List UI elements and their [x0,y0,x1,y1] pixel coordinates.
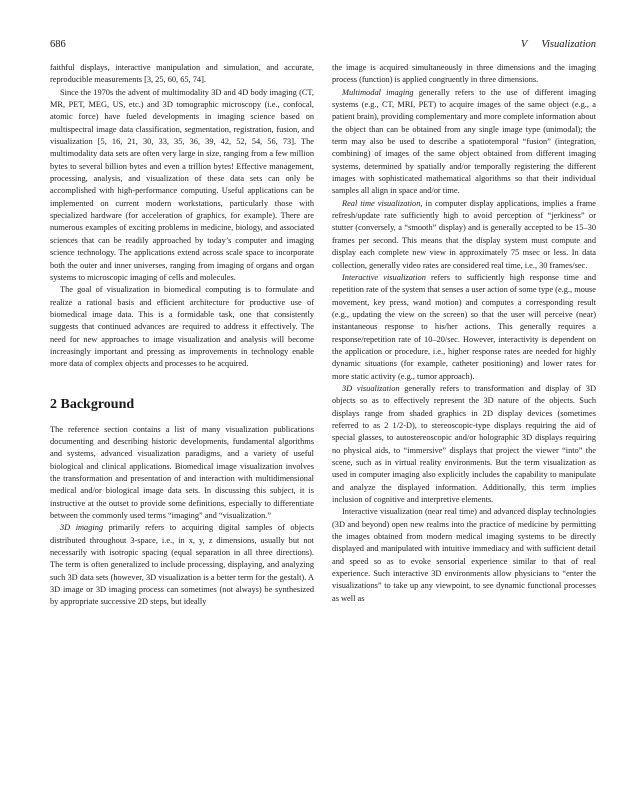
paragraph: The goal of visualization in biomedical computing is to formulate and realize a rational basis and efficient architecture for productive use of biomedical image data. This is a formidable task, one that consistently suggests that continued advances are required to address it effectively. The need for new approaches to image visualization and analysis will become increasingly important and pressing as improvements in technology enable more data of complex objects and processes to be acquired. [50,285,314,369]
running-head [50,38,596,52]
section-number: 2 [50,396,57,412]
paragraph: The reference section contains a list of many visualization publications documenting and describing historic developments, fundamental algorithms and systems, advanced visualization paradigms, and a variety of useful biological and clinical applications. Biomedical image visualization involves the transformation and presentation of and interaction with multidimensional medical and/or biological image data sets. In discussing this subject, it is instructive at the outset to provide some definitions, especially to differentiate between the commonly used terms “imaging” and “visualization.” [50,424,314,520]
right-column [332,62,596,605]
paragraph: the image is acquired simultaneously in three dimensions and the imaging process (function) is applied congruently in three dimensions. [332,63,596,85]
left-column [50,62,314,609]
part-title-text: Visualization [541,39,596,50]
definition-text: generally refers to the use of different imaging systems (e.g., CT, MRI, PET) to acquire images of the same object (e.g., a patient brain), providing complementary and more complete information about the object than can be obtained from any single image type (unimodal); the term may also be used to describe a spatiotemporal “fusion” (integration, combining) of images of the same object obtained from different imaging systems, determined by spatially and/or temporally registering the different images with sophisticated mathematical algorithms so that their individual samples all align in space and/or time. [332,87,597,196]
paragraph [50,522,314,608]
paragraph: faithful displays, interactive manipulation and simulation, and accurate, reproducible measurements [3, 25, 60, 65, 74]. [50,63,314,85]
page-number: 686 [50,39,66,50]
defined-term: Interactive visualization [342,272,426,282]
definition-text: refers to sufficiently high response time and repetition rate of the system that senses a user action of some type (e.g., mouse movement, key press, wand motion) and computes a corresponding result (e.g., updating the view on the screen) so that the user will perceive (near) instantaneous response to his/her actions. This generally requires a response/repetition rate of 10–20/sec. However, interactivity is dependent on the application or procedure, i.e., higher response rates are needed for highly dynamic situations (for example, catheter positioning) and lower rates for more static activity (e.g., tumor approach). [332,272,596,381]
paragraph [332,383,596,506]
definition-text: generally refers to transformation and display of 3D objects so as to effectively represent the 3D nature of the objects. Such displays range from shaded graphics in 2D display devices (sometimes referred to as 2 1/2-D), to stereoscopic-type displays requiring the aid of special glasses, to autostereoscopic and/or holographic 3D displays requiring no physical aids, to “immersive” displays that project the viewer “into” the scene, such as in virtual reality environments. But the term visualization as used in computer imaging also explicitly includes the capability to manipulate and analyze the displayed information. Additionally, this term implies inclusion of cognitive and interpretive elements. [332,383,596,505]
part-title [521,38,596,52]
defined-term: Real time visualization [342,198,421,208]
paragraph: Interactive visualization (near real time) and advanced display technologies (3D and beyond) open new realms into the practice of medicine by permitting the images obtained from modern medical imaging systems to be directly displayed and manipulated with intuitive immediacy and with sufficient detail and speed so as to evoke sensorial experience similar to that of real experience. Such interactive 3D environments allow physicians to “enter the visualizations” to take up any viewpoint, to see dynamic functional processes as well as [332,507,596,603]
defined-term: Multimodal imaging [342,87,414,97]
section-title: Background [60,396,135,412]
part-numeral: V [520,39,528,50]
paragraph: Since the 1970s the advent of multimodality 3D and 4D body imaging (CT, MR, PET, MEG, US, etc.) and 3D tomographic microscopy (i.e., confocal, atomic force) have fueled developments in imaging science based on multispectral image data classification, segmentation, registration, fusion, and visualization [5, 16, 21, 30, 33, 35, 36, 39, 42, 52, 54, 56, 73]. The multimodality data sets are often very large in size, ranging from a few million bytes to several billion bytes and even a trillion bytes! Effective management, processing, analysis, and visualization of these data sets can only be accomplished with high-performance computing. Useful applications can be implemented on current modern workstations, particularly those with specialized hardware (for acceleration of graphics, for example). There are numerous examples of exciting problems in medicine, biology, and associated sciences that can be readily approached by today’s computer and imaging science technology. The applications extend across scale space to incorporate both the outer and inner universes, ranging from imaging of organs and organ systems to microscopic imaging of cells and molecules. [50,87,314,282]
paragraph [332,87,596,198]
definition-text: , in computer display applications, implies a frame refresh/update rate sufficiently high to avoid perception of “jerkiness” or stutter (conversely, a “smooth” display) and is generally accepted to be 15–30 frames per second. This means that the display system must compute and display each complete new view in approximately 75 msec or less. In data collection, generally video rates are considered real time, i.e., 30 frames/sec. [332,198,596,270]
section-heading [50,396,314,414]
paragraph [332,272,596,383]
defined-term: 3D visualization [342,383,400,393]
definition-text: primarily refers to acquiring digital samples of objects distributed throughout 3-space, i.e., in x, y, z dimensions, usually but not necessarily with isotropic spacing (equal separation in all three directions). The term is often generalized to include processing, displaying, and analyzing such 3D data sets (however, 3D visualization is a better term for the gestalt). A 3D image or 3D imaging process can sometimes (not always) be synthesized by appropriate successive 2D steps, but ideally [50,523,314,607]
book-page [50,38,596,778]
paragraph [332,198,596,272]
defined-term: 3D imaging [60,523,104,533]
